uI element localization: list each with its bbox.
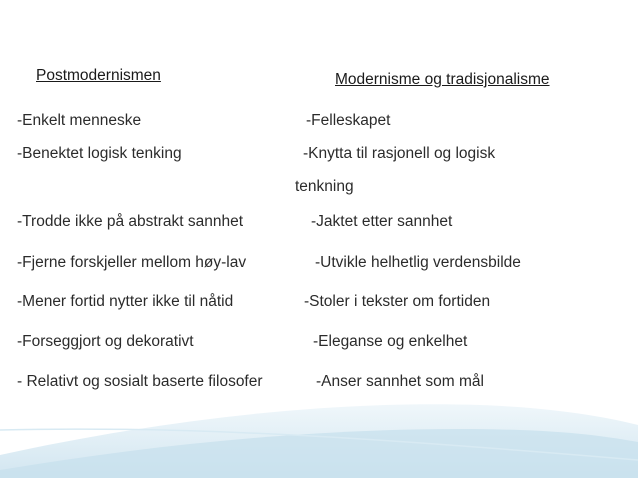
left-row-4: -Fjerne forskjeller mellom høy-lav — [17, 254, 247, 271]
right-row-2: -Knytta til rasjonell og logisk — [303, 145, 496, 162]
left-row-1: -Enkelt menneske — [17, 112, 142, 129]
left-row-2: -Benektet logisk tenking — [17, 145, 182, 162]
left-column-header: Postmodernismen — [36, 67, 161, 84]
right-row-3: -Jaktet etter sannhet — [311, 213, 453, 230]
right-row-6: -Eleganse og enkelhet — [313, 333, 468, 350]
left-row-5: -Mener fortid nytter ikke til nåtid — [17, 293, 234, 310]
right-row-4: -Utvikle helhetlig verdensbilde — [315, 254, 521, 271]
right-row-5: -Stoler i tekster om fortiden — [304, 293, 491, 310]
left-row-7: - Relativt og sosialt baserte filosofer — [17, 373, 263, 390]
right-row-2-continued: tenkning — [295, 178, 354, 195]
right-column-header: Modernisme og tradisjonalisme — [335, 71, 550, 88]
right-row-7: -Anser sannhet som mål — [316, 373, 484, 390]
left-row-3: -Trodde ikke på abstrakt sannhet — [17, 213, 244, 230]
right-row-1: -Felleskapet — [306, 112, 391, 129]
left-row-6: -Forseggjort og dekorativt — [17, 333, 194, 350]
